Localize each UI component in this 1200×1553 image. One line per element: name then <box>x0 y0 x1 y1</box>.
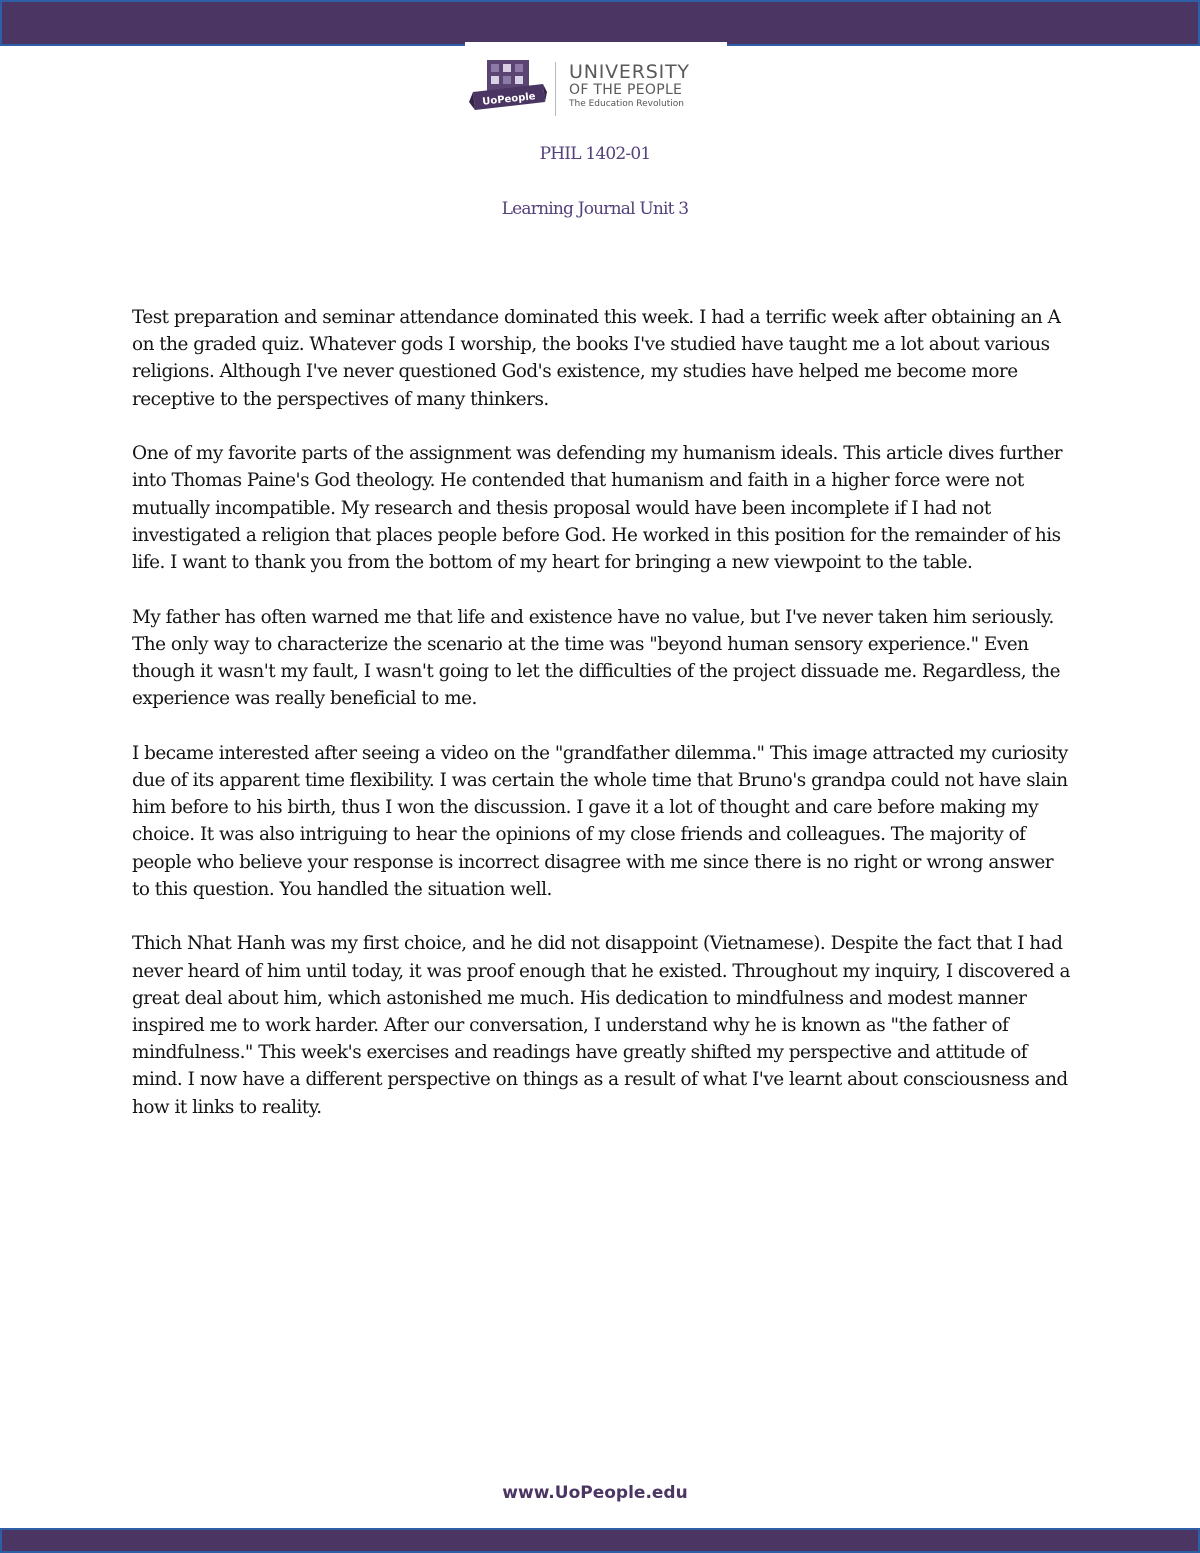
paragraph: Thich Nhat Hanh was my first choice, and he did not disappoint (Vietnamese). Despite the fact that I had never heard of him until today, it was proof enough that he existed. Throughout my inquiry, I discovered a great deal about him, which astonished me much. His dedication to mindfulness and modest manner inspired me to work harder. After our conversation, I understand why he is known as "the father of mindfulness." This week's exercises and readings have greatly shifted my perspective and attitude of mind. I now have a different perspective on things as a result of what I've learnt about consciousness and how it links to reality. <box>132 933 1070 1118</box>
paragraph: I became interested after seeing a video on the "grandfather dilemma." This image attracted my curiosity due of its apparent time flexibility. I was certain the whole time that Bruno's grandpa could not have slain him before to his birth, thus I won the discussion. I gave it a lot of thought and care before making my choice. It was also intriguing to hear the opinions of my close friends and colleagues. The majority of people who believe your response is incorrect disagree with me since there is no right or wrong answer to this question. You handled the situation well. <box>132 742 1068 900</box>
logo-line-2: OF THE PEOPLE <box>569 82 683 98</box>
uopeople-crest-icon <box>469 56 547 116</box>
logo-wordmark <box>569 62 690 110</box>
document-title: Learning Journal Unit 3 <box>501 199 689 219</box>
header-band <box>0 0 1200 46</box>
university-logo <box>465 42 727 130</box>
paragraph: Test preparation and seminar attendance dominated this week. I had a terrific week after obtaining an A on the graded quiz. Whatever gods I worship, the books I've studied have taught me a lot about various religions. Although I've never questioned God's existence, my studies have helped me become more receptive to the perspectives of many thinkers. <box>132 307 1061 410</box>
logo-badge-text: UoPeople <box>481 91 537 108</box>
logo-tagline: The Education Revolution <box>569 99 684 109</box>
paragraph: One of my favorite parts of the assignment was defending my humanism ideals. This article dives further into Thomas Paine's God theology. He contended that humanism and faith in a higher force were not mutually incompatible. My research and thesis proposal would have been incomplete if I had not investigated a religion that places people before God. He worked in this position for the remainder of his life. I want to thank you from the bottom of my heart for bringing a new viewpoint to the table. <box>132 443 1063 574</box>
footer-website: www.UoPeople.edu <box>502 1483 688 1503</box>
journal-body <box>132 304 1072 1148</box>
course-code: PHIL 1402-01 <box>539 144 651 164</box>
paragraph: My father has often warned me that life and existence have no value, but I've never taken him seriously. The only way to characterize the scenario at the time was "beyond human sensory experience." Even though it wasn't my fault, I wasn't going to let the difficulties of the project dissuade me. Regardless, the experience was really beneficial to me. <box>132 606 1061 710</box>
footer-band <box>0 1528 1200 1553</box>
logo-divider <box>555 62 556 116</box>
logo-line-1: UNIVERSITY <box>569 61 690 83</box>
